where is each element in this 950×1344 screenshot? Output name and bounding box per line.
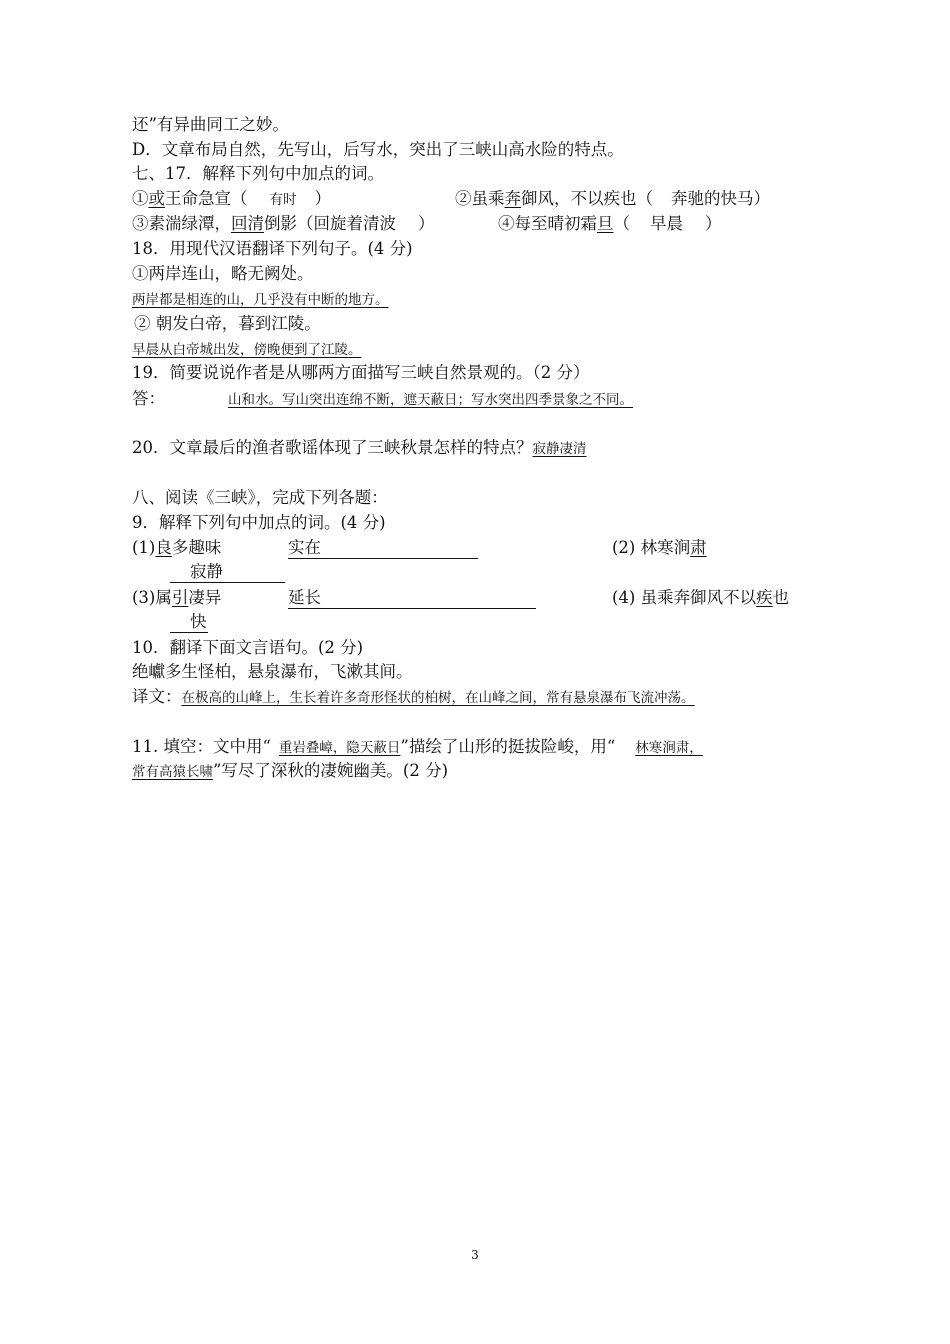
option-d: D．文章布局自然，先写山，后写水，突出了三峡山高水险的特点。 bbox=[132, 140, 624, 159]
question-18-sentence-1: ①两岸连山，略无阙处。 bbox=[132, 264, 314, 283]
question-text: 11. 填空：文中用“ bbox=[132, 737, 271, 756]
item-number: ④每至晴初霜 bbox=[498, 214, 597, 233]
question-10-answer bbox=[132, 685, 695, 710]
item-number: ③素湍绿潭， bbox=[132, 214, 231, 233]
answer-text: 有时 bbox=[269, 192, 297, 208]
question-18-title: 18．用现代汉语翻译下列句子。(4 分) bbox=[132, 239, 413, 258]
sentence-text: 多趣味 bbox=[171, 538, 222, 557]
question-9-answer-4 bbox=[170, 610, 208, 634]
answer-text: 快 bbox=[170, 612, 208, 633]
dotted-word: 旦 bbox=[597, 214, 614, 233]
question-9-item-4 bbox=[612, 586, 789, 610]
dotted-word: 或 bbox=[148, 189, 165, 208]
question-17-row1b bbox=[455, 187, 770, 211]
dotted-word: 回清 bbox=[231, 214, 264, 233]
answer-text: 重岩叠嶂，隐天蔽日 bbox=[278, 740, 401, 756]
dotted-word: 疾 bbox=[756, 588, 773, 607]
sentence-text: （ bbox=[613, 214, 630, 233]
question-17-row2 bbox=[132, 212, 435, 236]
paren-close: ） bbox=[705, 214, 722, 233]
question-9-item-3 bbox=[132, 586, 221, 610]
question-9-answer-2 bbox=[170, 560, 285, 584]
answer-text: 早晨 bbox=[650, 214, 683, 233]
question-text: 20．文章最后的渔者歌谣体现了三峡秋景怎样的特点？ bbox=[132, 438, 533, 457]
question-text: ”写尽了深秋的凄婉幽美。(2 分) bbox=[213, 761, 449, 780]
sentence-text: (4) 虽乘奔御风不以 bbox=[612, 588, 757, 607]
item-number: ① bbox=[132, 189, 149, 208]
text-line: 还”有异曲同工之妙。 bbox=[132, 115, 289, 134]
sentence-text: 倒影（回旋着清波 bbox=[264, 214, 396, 233]
question-11-cont bbox=[132, 759, 448, 784]
dotted-word: 肃 bbox=[690, 538, 707, 557]
question-10-source: 绝巘多生怪柏，悬泉瀑布，飞漱其间。 bbox=[132, 662, 413, 681]
question-18-answer-1: 两岸都是相连的山，几乎没有中断的地方。 bbox=[132, 292, 389, 308]
question-9-answer-1 bbox=[288, 536, 478, 560]
answer-label: 译文： bbox=[132, 687, 182, 706]
answer-text: 在极高的山峰上，生长着许多奇形怪状的柏树，在山峰之间，常有悬泉瀑布飞流冲荡。 bbox=[181, 690, 695, 706]
answer-text: 实在 bbox=[288, 538, 478, 559]
answer-text: 寂静 bbox=[170, 562, 285, 583]
answer-text: 常有高猿长啸 bbox=[132, 764, 213, 780]
page-number: 3 bbox=[471, 1248, 479, 1262]
sentence-text: 也 bbox=[772, 588, 790, 607]
question-18-answer-2: 早晨从白帝城出发，傍晚便到了江陵。 bbox=[132, 342, 362, 358]
sentence-text: 御风，不以疾也（ bbox=[521, 189, 653, 208]
paren-close: ） bbox=[418, 214, 435, 233]
question-9-item-2 bbox=[612, 536, 707, 560]
question-17-title: 七、17．解释下列句中加点的词。 bbox=[132, 164, 384, 183]
sentence-text: 王命急宣（ bbox=[165, 189, 248, 208]
question-text: ”描绘了山形的挺拔险峻，用“ bbox=[400, 737, 616, 756]
question-18-sentence-2: ② 朝发白帝，暮到江陵。 bbox=[134, 314, 321, 333]
dotted-word: 良 bbox=[155, 538, 172, 557]
question-19-answer: 山和水。写山突出连绵不断，遮天蔽日；写水突出四季景象之不同。 bbox=[228, 392, 633, 408]
answer-text: 寂静凄清 bbox=[532, 441, 587, 457]
answer-text: 延长 bbox=[288, 588, 536, 609]
question-20 bbox=[132, 436, 587, 461]
question-9-item-1 bbox=[132, 536, 221, 560]
question-19-title: 19．简要说说作者是从哪两方面描写三峡自然景观的。（2 分） bbox=[132, 363, 590, 382]
sentence-text: 凄异 bbox=[188, 588, 222, 607]
item-number: ②虽乘 bbox=[455, 189, 505, 208]
section-8-title: 八、阅读《三峡》，完成下列各题： bbox=[132, 488, 388, 507]
paren-close: ） bbox=[753, 189, 770, 208]
answer-text: 林寒涧肃， bbox=[635, 740, 703, 756]
question-17-row2b bbox=[498, 212, 722, 236]
item-number: (1) bbox=[132, 538, 156, 557]
question-9-answer-3 bbox=[288, 586, 536, 610]
question-10-title: 10．翻译下面文言语句。(2 分) bbox=[132, 638, 364, 657]
dotted-word: 引 bbox=[171, 588, 189, 607]
question-9-title: 9．解释下列句中加点的词。(4 分) bbox=[132, 513, 386, 532]
item-number: (3)属 bbox=[132, 588, 172, 607]
answer-text: 奔驰的快马 bbox=[671, 189, 754, 208]
paren-close: ） bbox=[314, 189, 331, 208]
question-17-row1 bbox=[132, 187, 331, 212]
question-19-answer-label: 答： bbox=[132, 389, 165, 408]
dotted-word: 奔 bbox=[504, 189, 521, 208]
sentence-text: (2) 林寒涧 bbox=[612, 538, 691, 557]
question-11 bbox=[132, 735, 703, 760]
